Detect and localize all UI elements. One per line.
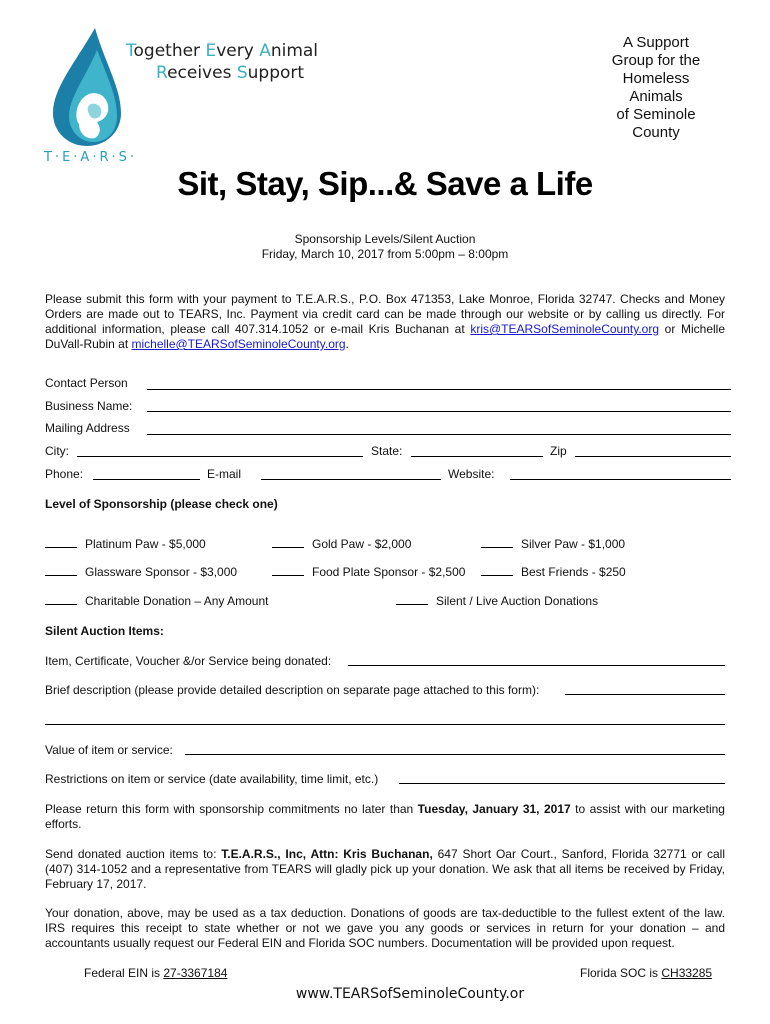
return-note bbox=[45, 802, 725, 832]
option-label: Food Plate Sponsor - $2,500 bbox=[312, 565, 466, 579]
support-group-line: A Support bbox=[623, 34, 689, 51]
brief-description-label: Brief description (please provide detailed description on separate page attached to this form): bbox=[45, 683, 540, 697]
option-food-plate-sponsor[interactable] bbox=[272, 565, 465, 579]
subtitle-event: Sponsorship Levels/Silent Auction bbox=[294, 232, 476, 246]
city-field[interactable] bbox=[77, 456, 363, 457]
send-note bbox=[45, 847, 725, 892]
checkbox-blank[interactable] bbox=[481, 537, 513, 548]
option-gold-paw[interactable] bbox=[272, 537, 411, 551]
subtitle-date: Friday, March 10, 2017 from 5:00pm – 8:00pm bbox=[261, 247, 509, 261]
support-group-text bbox=[596, 34, 716, 142]
soc-value: CH33285 bbox=[661, 966, 713, 980]
tax-note: Your donation, above, may be used as a tax deduction. Donations of goods are tax-deductible to the fullest extent of the law. IRS requires this receipt to state whether or not we gave you any goods or services in return for your donation – and accountants usually request our Federal EIN and Florida SOC numbers. Documentation will be provided upon request. bbox=[45, 906, 725, 950]
checkbox-blank[interactable] bbox=[45, 565, 77, 576]
send-note-text-2: 647 Short Oar Court., Sanford, Florida 32771 or call (407) 314-1052 and a representative from TEARS will gladly pick up your donation. We ask that all items be received by Friday, February 17, 2017. bbox=[45, 847, 726, 891]
intro-paragraph bbox=[45, 292, 725, 352]
website-field[interactable] bbox=[510, 479, 731, 480]
option-charitable-donation[interactable] bbox=[45, 594, 268, 608]
option-label: Best Friends - $250 bbox=[521, 565, 626, 579]
tagline-initial: R bbox=[156, 63, 168, 83]
city-label: City: bbox=[45, 444, 69, 458]
support-group-line: Group for the bbox=[611, 52, 701, 69]
tagline-initial: S bbox=[236, 63, 248, 83]
tagline-initial: A bbox=[259, 41, 271, 61]
ein-label: Federal EIN is bbox=[84, 966, 164, 980]
option-label: Gold Paw - $2,000 bbox=[312, 537, 412, 551]
option-label: Charitable Donation – Any Amount bbox=[85, 594, 269, 608]
phone-field[interactable] bbox=[93, 479, 200, 480]
email-label: E-mail bbox=[207, 467, 242, 481]
tagline-word: eceives bbox=[167, 63, 237, 83]
intro-text-3: . bbox=[345, 337, 349, 351]
website-label: Website: bbox=[448, 467, 495, 481]
tagline-word: nimal bbox=[270, 41, 319, 61]
tagline-line-1 bbox=[126, 40, 318, 62]
state-label: State: bbox=[371, 444, 403, 458]
value-label: Value of item or service: bbox=[45, 743, 173, 757]
tagline-initial: E bbox=[205, 41, 217, 61]
option-glassware-sponsor[interactable] bbox=[45, 565, 237, 579]
tagline-line-2 bbox=[126, 62, 318, 84]
brief-description-field[interactable] bbox=[565, 694, 725, 695]
checkbox-blank[interactable] bbox=[272, 537, 304, 548]
zip-field[interactable] bbox=[575, 456, 731, 457]
tagline-word: ogether bbox=[133, 41, 206, 61]
send-note-text: Send donated auction items to: bbox=[45, 847, 222, 861]
tagline-word: upport bbox=[247, 63, 305, 83]
checkbox-blank[interactable] bbox=[45, 594, 77, 605]
federal-ein bbox=[84, 966, 227, 980]
contact-person-label: Contact Person bbox=[45, 376, 128, 390]
support-group-line: Animals bbox=[629, 88, 683, 105]
return-note-text: Please return this form with sponsorship commitments no later than bbox=[45, 802, 418, 816]
option-platinum-paw[interactable] bbox=[45, 537, 206, 551]
option-silver-paw[interactable] bbox=[481, 537, 625, 551]
send-address-bold: T.E.A.R.S., Inc, Attn: Kris Buchanan, bbox=[221, 847, 433, 861]
footer-website[interactable]: www.TEARSofSeminoleCounty.or bbox=[295, 986, 525, 1002]
item-donated-field[interactable] bbox=[348, 665, 725, 666]
option-label: Glassware Sponsor - $3,000 bbox=[85, 565, 238, 579]
option-auction-donations[interactable] bbox=[396, 594, 598, 608]
ein-value: 27-3367184 bbox=[163, 966, 228, 980]
support-group-line: Homeless bbox=[622, 70, 690, 87]
tears-logo-icon bbox=[35, 28, 125, 148]
business-name-label: Business Name: bbox=[45, 399, 133, 413]
mailing-address-field[interactable] bbox=[147, 434, 731, 435]
tagline-initial: T bbox=[126, 41, 134, 61]
checkbox-blank[interactable] bbox=[272, 565, 304, 576]
mailing-address-label: Mailing Address bbox=[45, 421, 130, 435]
business-name-field[interactable] bbox=[147, 411, 731, 412]
contact-person-field[interactable] bbox=[147, 389, 731, 390]
option-best-friends[interactable] bbox=[481, 565, 626, 579]
email-field[interactable] bbox=[261, 479, 441, 480]
tears-letters: T·E·A·R·S· bbox=[44, 150, 137, 165]
return-deadline: Tuesday, January 31, 2017 bbox=[417, 802, 571, 816]
checkbox-blank[interactable] bbox=[396, 594, 428, 605]
zip-label: Zip bbox=[550, 444, 567, 458]
support-group-line: County bbox=[632, 124, 680, 141]
value-field[interactable] bbox=[185, 754, 725, 755]
restrictions-field[interactable] bbox=[399, 783, 725, 784]
support-group-line: of Seminole bbox=[616, 106, 696, 123]
option-label: Silver Paw - $1,000 bbox=[521, 537, 626, 551]
brief-description-field-2[interactable] bbox=[45, 724, 725, 725]
return-note-text-2: to assist with our marketing efforts. bbox=[45, 802, 725, 831]
phone-label: Phone: bbox=[45, 467, 84, 481]
florida-soc bbox=[580, 966, 712, 980]
tagline-word: very bbox=[216, 41, 260, 61]
checkbox-blank[interactable] bbox=[45, 537, 77, 548]
intro-text: Please submit this form with your payment to T.E.A.R.S., P.O. Box 471353, Lake Monroe, Florida 32747. Checks and Money Orders are made out to TEARS, Inc. Payment via credit card can be made through our website or by calling us directly. For additional information, please call 407.314.1052 or e-mail Kris Buchanan at bbox=[45, 292, 725, 336]
sponsorship-heading: Level of Sponsorship (please check one) bbox=[45, 497, 278, 511]
page-title: Sit, Stay, Sip...& Save a Life bbox=[177, 165, 593, 202]
tagline bbox=[126, 40, 318, 84]
kris-email-link[interactable]: kris@TEARSofSeminoleCounty.org bbox=[470, 322, 660, 336]
soc-label: Florida SOC is bbox=[580, 966, 662, 980]
restrictions-label: Restrictions on item or service (date availability, time limit, etc.) bbox=[45, 772, 379, 786]
state-field[interactable] bbox=[411, 456, 543, 457]
option-label: Platinum Paw - $5,000 bbox=[85, 537, 206, 551]
michelle-email-link[interactable]: michelle@TEARSofSeminoleCounty.org bbox=[131, 337, 346, 351]
intro-text-2: or Michelle DuVall-Rubin at bbox=[45, 322, 725, 351]
item-donated-label: Item, Certificate, Voucher &/or Service being donated: bbox=[45, 654, 332, 668]
option-label: Silent / Live Auction Donations bbox=[436, 594, 599, 608]
checkbox-blank[interactable] bbox=[481, 565, 513, 576]
silent-auction-heading: Silent Auction Items: bbox=[45, 624, 164, 638]
